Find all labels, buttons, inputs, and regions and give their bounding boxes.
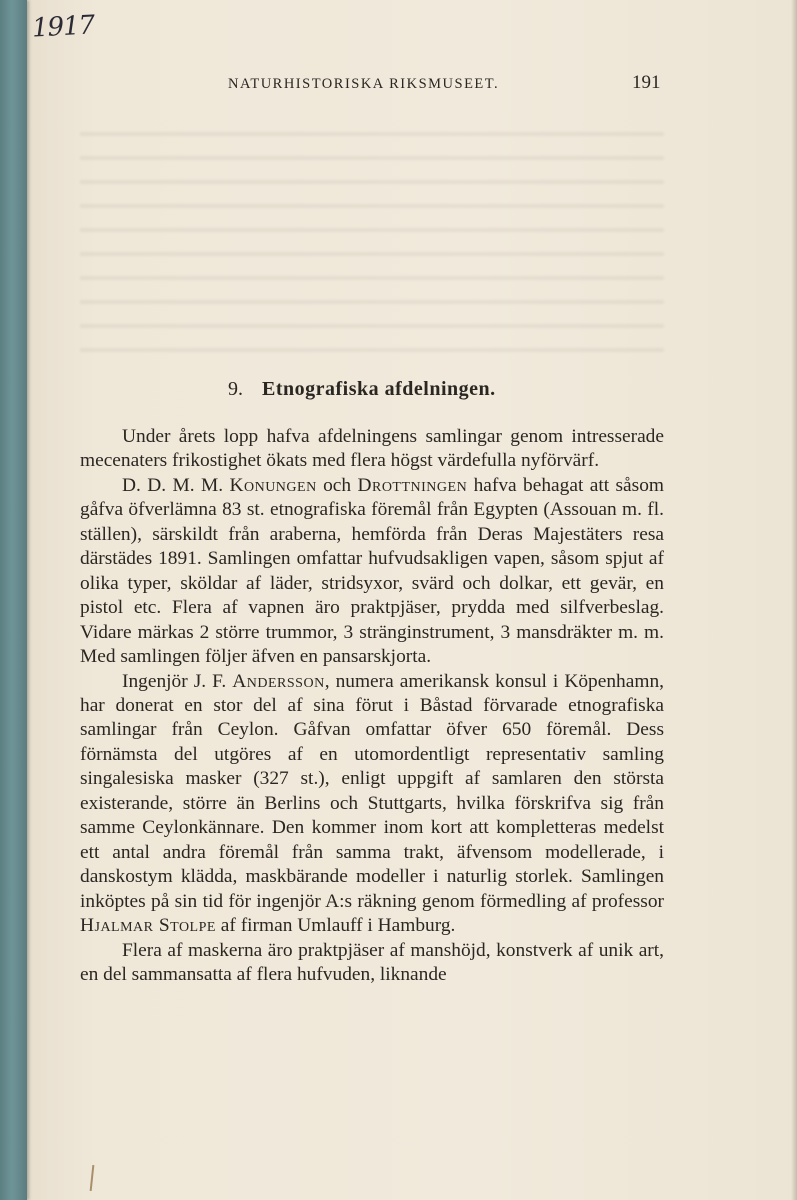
body-text [80, 425, 664, 987]
person-name: Drottningen [357, 474, 468, 496]
page-edge-shadow [791, 0, 797, 1200]
person-name: Konungen [229, 474, 317, 496]
running-head: NATURHISTORISKA RIKSMUSEET. [228, 76, 500, 92]
paragraph-3-text: , numera amerikansk konsul i Köpenhamn, har donerat en stor del af sina förut i Båstad förvarade etnografiska samlingar från Ceylon. Gåfvan omfattar öfver 650 föremål. Dess förnämsta del utgöres af en utomordentligt representativ samling singalesiska masker (327 st.), enligt uppgift af samlaren den största existerande, större än Berlins och Stuttgarts, hvilka förskrifva sig från samme Ceylonkännare. Den kommer inom kort att kompletteras medelst ett antal andra föremål från samma trakt, äfvensom modellerade, i danskostym klädda, maskbärande modeller i naturlig storlek. Samlingen inköptes på sin tid för ingenjör A:s räkning genom förmedling af professor [80, 670, 664, 912]
show-through-text [80, 120, 664, 360]
section-title: Etnografiska afdelningen. [262, 378, 496, 400]
paragraph-2-text: D. D. M. M. [122, 474, 230, 496]
paragraph-3-text: Ingenjör J. F. [122, 670, 233, 692]
paragraph-2-text: och [316, 474, 358, 496]
page-number: 191 [632, 72, 661, 93]
ink-mark [90, 1165, 95, 1191]
paragraph-3 [80, 670, 664, 939]
person-name: Hjalmar Stolpe [80, 915, 216, 937]
paragraph-3-text: af firman Umlauff i Hamburg. [215, 915, 456, 937]
section-heading [228, 378, 496, 401]
binding-spine [0, 0, 27, 1200]
handwritten-annotation: 1917 [31, 10, 95, 44]
person-name: Andersson [232, 670, 325, 692]
paragraph-2 [80, 474, 664, 670]
section-number: 9. [228, 378, 243, 400]
paragraph-2-text: hafva behagat att såsom gåfva öfverlämna 83 st. etnografiska föremål från Egypten (Assouan m. fl. ställen), särskildt från araberna, hemförda från Deras Majestäters resa därstädes 1891. Samlingen omfattar hufvudsakligen vapen, såsom spjut af olika typer, sköldar af läder, stridsyxor, svärd och dolkar, ett gevär, en pistol etc. Flera af vapnen äro praktpjäser, prydda med silfverbeslag. Vidare märkas 2 större trummor, 3 stränginstrument, 3 mansdräkter m. m. Med samlingen följer äfven en pansarskjorta. [80, 474, 664, 668]
paragraph-1: Under årets lopp hafva afdelningens samlingar genom intresserade mecenaters frikostighet ökats med flera högst värdefulla nyförvärf. [80, 426, 664, 472]
paragraph-4: Flera af maskerna äro praktpjäser af manshöjd, konstverk af unik art, en del sammansatta af flera hufvuden, liknande [80, 939, 664, 985]
